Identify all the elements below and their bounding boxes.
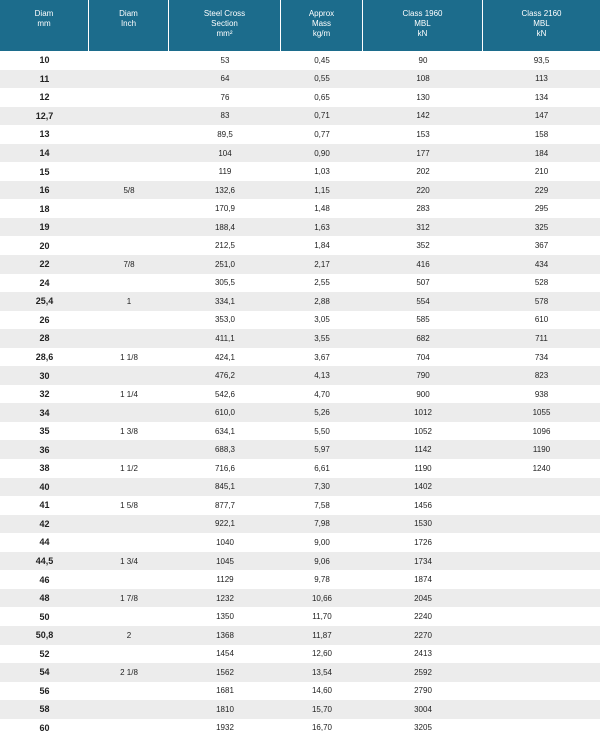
- cell-diam-mm: 42: [39, 518, 50, 529]
- cell-class-1960-mbl: 2045: [414, 593, 432, 603]
- cell-class-1960-mbl: 1190: [414, 463, 432, 473]
- cell-class-1960-mbl: 2790: [414, 686, 432, 696]
- cell-diam-mm: 44: [39, 537, 50, 548]
- cell-approx-mass: 3,05: [314, 315, 330, 325]
- cell-diam-mm: 54: [39, 667, 50, 678]
- cell-diam-inch: 7/8: [123, 259, 135, 269]
- table-row: [0, 181, 600, 200]
- cell-steel-cross-section: 64: [220, 74, 230, 84]
- cell-steel-cross-section: 1932: [216, 723, 234, 733]
- header-line: Section: [211, 19, 238, 28]
- cell-steel-cross-section: 542,6: [214, 389, 236, 399]
- cell-diam-mm: 14: [39, 148, 50, 158]
- cell-class-1960-mbl: 202: [416, 167, 430, 177]
- table-row: [0, 236, 600, 255]
- cell-steel-cross-section: 1040: [216, 537, 234, 547]
- table-row: [0, 218, 600, 237]
- cell-class-1960-mbl: 352: [416, 241, 430, 251]
- cell-steel-cross-section: 424,1: [214, 352, 236, 362]
- cell-steel-cross-section: 53: [220, 55, 230, 65]
- cell-class-1960-mbl: 900: [416, 389, 430, 399]
- cell-diam-mm: 48: [39, 593, 50, 604]
- cell-diam-inch: 1 1/4: [120, 389, 138, 399]
- table-row: [0, 385, 600, 404]
- cell-steel-cross-section: 1562: [216, 667, 234, 677]
- cell-class-2160-mbl: 1240: [532, 463, 551, 473]
- cell-steel-cross-section: 845,1: [214, 482, 236, 492]
- cell-diam-inch: 1 1/8: [120, 352, 138, 362]
- cell-approx-mass: 6,61: [314, 463, 330, 473]
- cell-approx-mass: 3,55: [314, 333, 330, 343]
- table-row: [0, 478, 600, 497]
- header-line: mm²: [216, 29, 233, 38]
- cell-class-2160-mbl: 938: [534, 389, 549, 399]
- cell-diam-mm: 41: [39, 500, 50, 511]
- cell-diam-mm: 16: [39, 185, 50, 196]
- cell-class-1960-mbl: 1052: [414, 426, 432, 436]
- table-row: [0, 366, 600, 385]
- table-row: [0, 255, 600, 274]
- cell-class-2160-mbl: 147: [534, 111, 549, 121]
- cell-class-1960-mbl: 1142: [414, 445, 432, 455]
- cell-approx-mass: 5,50: [314, 426, 330, 436]
- cell-diam-mm: 50: [39, 611, 50, 622]
- cell-class-2160-mbl: 1096: [532, 426, 551, 436]
- cell-class-1960-mbl: 2270: [414, 630, 432, 640]
- cell-approx-mass: 1,03: [314, 167, 330, 177]
- cell-approx-mass: 0,65: [314, 92, 330, 102]
- cell-approx-mass: 11,87: [312, 630, 332, 640]
- header-line: MBL: [414, 19, 431, 28]
- cell-class-1960-mbl: 108: [416, 74, 430, 84]
- cell-steel-cross-section: 89,5: [217, 129, 233, 139]
- cell-steel-cross-section: 251,0: [214, 259, 236, 269]
- cell-diam-mm: 32: [39, 389, 50, 400]
- table-body: [0, 51, 600, 737]
- cell-class-1960-mbl: 682: [416, 333, 430, 343]
- cell-class-1960-mbl: 554: [416, 296, 430, 306]
- table-row: [0, 515, 600, 534]
- cell-steel-cross-section: 1810: [216, 704, 234, 714]
- header-steel-cross-section: [169, 0, 281, 51]
- cell-steel-cross-section: 476,2: [214, 371, 236, 381]
- cell-diam-inch: 2: [126, 630, 132, 640]
- table-row: [0, 682, 600, 701]
- table-row: [0, 645, 600, 664]
- cell-approx-mass: 3,67: [314, 352, 330, 362]
- cell-diam-inch: 1 5/8: [120, 500, 138, 510]
- cell-diam-mm: 34: [39, 407, 50, 418]
- cell-diam-mm: 19: [39, 222, 50, 233]
- cell-approx-mass: 2,17: [314, 259, 330, 269]
- cell-steel-cross-section: 83: [220, 111, 230, 121]
- cell-approx-mass: 15,70: [311, 704, 333, 714]
- cell-class-1960-mbl: 1012: [414, 408, 432, 418]
- cell-class-1960-mbl: 3004: [414, 704, 432, 714]
- cell-steel-cross-section: 119: [218, 167, 232, 177]
- header-line: mm: [37, 19, 51, 28]
- cell-steel-cross-section: 716,6: [214, 463, 236, 473]
- cell-steel-cross-section: 1454: [216, 649, 234, 659]
- table-row: [0, 348, 600, 367]
- header-line: Inch: [120, 19, 137, 28]
- cell-diam-inch: 1: [126, 296, 132, 306]
- cell-steel-cross-section: 212,5: [214, 241, 236, 251]
- table-row: [0, 125, 600, 144]
- cell-approx-mass: 0,71: [314, 111, 330, 121]
- cell-steel-cross-section: 922,1: [214, 519, 236, 529]
- cell-steel-cross-section: 76: [220, 92, 230, 102]
- cell-class-2160-mbl: 229: [534, 185, 549, 195]
- cell-class-1960-mbl: 312: [416, 222, 430, 232]
- cell-class-2160-mbl: 1190: [532, 445, 551, 455]
- cell-approx-mass: 0,55: [314, 74, 330, 84]
- header-line: Class 1960: [402, 9, 443, 18]
- cell-class-2160-mbl: 823: [534, 371, 549, 381]
- cell-class-2160-mbl: 711: [535, 333, 548, 343]
- cell-steel-cross-section: 305,5: [214, 278, 236, 288]
- table-row: [0, 311, 600, 330]
- cell-class-1960-mbl: 2413: [414, 649, 432, 659]
- cell-diam-mm: 30: [39, 370, 50, 381]
- cell-class-2160-mbl: 528: [534, 278, 549, 288]
- cell-class-2160-mbl: 578: [534, 296, 549, 306]
- cell-steel-cross-section: 334,1: [214, 296, 236, 306]
- cell-diam-mm: 50,8: [35, 630, 54, 641]
- cell-diam-mm: 15: [39, 166, 50, 177]
- cell-steel-cross-section: 188,4: [214, 222, 236, 232]
- cell-class-2160-mbl: 113: [535, 74, 548, 84]
- cell-diam-inch: 2 1/8: [120, 667, 138, 677]
- cell-diam-mm: 60: [39, 722, 50, 733]
- cell-class-2160-mbl: 734: [534, 352, 549, 362]
- cell-steel-cross-section: 1232: [216, 593, 234, 603]
- header-line: Class 2160: [521, 9, 562, 18]
- cell-approx-mass: 16,70: [311, 723, 333, 733]
- header-line: Mass: [311, 19, 332, 28]
- cell-approx-mass: 0,90: [314, 148, 330, 158]
- cell-diam-mm: 12: [39, 92, 50, 103]
- cell-steel-cross-section: 170,9: [214, 204, 236, 214]
- cell-approx-mass: 10,66: [311, 593, 333, 603]
- cell-diam-mm: 12,7: [35, 110, 54, 121]
- cell-steel-cross-section: 1350: [216, 612, 234, 622]
- table-row: [0, 552, 600, 571]
- cell-class-1960-mbl: 1530: [414, 519, 432, 529]
- cell-diam-mm: 58: [39, 704, 50, 715]
- cell-approx-mass: 7,58: [314, 500, 330, 510]
- table-row: [0, 533, 600, 552]
- cell-approx-mass: 1,15: [314, 185, 330, 195]
- cell-diam-inch: 1 3/8: [120, 426, 138, 436]
- cell-class-2160-mbl: 434: [534, 259, 549, 269]
- cell-steel-cross-section: 132,6: [214, 185, 236, 195]
- cell-steel-cross-section: 634,1: [214, 426, 236, 436]
- cell-diam-mm: 26: [39, 314, 50, 325]
- cell-class-2160-mbl: 210: [534, 167, 549, 177]
- cell-diam-mm: 28: [39, 333, 50, 344]
- cell-diam-inch: 1 3/4: [120, 556, 138, 566]
- cell-diam-mm: 28,6: [35, 352, 54, 363]
- cell-class-2160-mbl: 158: [534, 129, 549, 139]
- header-class-1960-mbl: [363, 0, 483, 51]
- cell-approx-mass: 2,88: [314, 296, 330, 306]
- cell-class-1960-mbl: 2592: [414, 667, 432, 677]
- cell-class-2160-mbl: 184: [534, 148, 549, 158]
- table-row: [0, 403, 600, 422]
- cell-approx-mass: 4,70: [314, 389, 330, 399]
- table-row: [0, 329, 600, 348]
- cell-steel-cross-section: 610,0: [214, 408, 236, 418]
- table-row: [0, 107, 600, 126]
- cell-class-1960-mbl: 1402: [414, 482, 432, 492]
- cell-diam-mm: 36: [39, 444, 50, 455]
- header-line: Approx: [308, 9, 335, 18]
- table-row: [0, 570, 600, 589]
- cell-approx-mass: 5,97: [314, 445, 330, 455]
- table-row: [0, 422, 600, 441]
- cell-class-1960-mbl: 790: [416, 371, 430, 381]
- cell-diam-mm: 38: [39, 463, 50, 474]
- cell-approx-mass: 11,70: [312, 612, 332, 622]
- cell-class-1960-mbl: 704: [416, 352, 430, 362]
- table-row: [0, 88, 600, 107]
- header-line: kN: [417, 29, 428, 38]
- cell-class-2160-mbl: 367: [534, 241, 549, 251]
- cell-diam-mm: 11: [39, 73, 50, 84]
- table-row: [0, 700, 600, 719]
- cell-class-1960-mbl: 1726: [414, 537, 432, 547]
- cell-approx-mass: 13,54: [311, 667, 333, 677]
- cell-steel-cross-section: 877,7: [214, 500, 236, 510]
- cell-steel-cross-section: 353,0: [214, 315, 236, 325]
- header-approx-mass: [281, 0, 363, 51]
- cell-approx-mass: 2,55: [314, 278, 330, 288]
- cell-approx-mass: 1,84: [314, 241, 330, 251]
- cell-class-1960-mbl: 177: [416, 148, 430, 158]
- cell-diam-inch: 1 1/2: [120, 463, 138, 473]
- header-line: Diam: [34, 9, 54, 18]
- cell-class-1960-mbl: 283: [416, 204, 430, 214]
- cell-steel-cross-section: 688,3: [214, 445, 236, 455]
- cell-class-1960-mbl: 142: [416, 111, 430, 121]
- cell-approx-mass: 14,60: [311, 686, 333, 696]
- cell-class-1960-mbl: 507: [416, 278, 430, 288]
- table-row: [0, 292, 600, 311]
- cell-approx-mass: 9,78: [314, 575, 330, 585]
- table-row: [0, 607, 600, 626]
- cell-class-1960-mbl: 130: [416, 92, 430, 102]
- cell-diam-mm: 44,5: [35, 556, 54, 567]
- cell-approx-mass: 5,26: [314, 408, 330, 418]
- cell-steel-cross-section: 411,1: [215, 333, 235, 343]
- header-line: Steel Cross: [203, 9, 246, 18]
- table-row: [0, 51, 600, 70]
- cell-diam-mm: 24: [39, 277, 50, 288]
- cell-diam-mm: 35: [39, 426, 50, 437]
- cell-class-1960-mbl: 220: [416, 185, 430, 195]
- cell-steel-cross-section: 1681: [216, 686, 234, 696]
- header-line: kN: [536, 29, 547, 38]
- cell-steel-cross-section: 1045: [216, 556, 234, 566]
- cell-class-1960-mbl: 1734: [414, 556, 432, 566]
- cell-class-1960-mbl: 153: [416, 129, 430, 139]
- cell-approx-mass: 1,63: [314, 222, 330, 232]
- cell-diam-inch: 5/8: [123, 185, 135, 195]
- cell-steel-cross-section: 1129: [216, 575, 234, 585]
- cell-class-1960-mbl: 1874: [414, 575, 432, 585]
- cell-steel-cross-section: 1368: [216, 630, 234, 640]
- table-row: [0, 626, 600, 645]
- header-class-2160-mbl: [483, 0, 600, 51]
- cell-class-2160-mbl: 610: [534, 315, 549, 325]
- cell-diam-mm: 22: [39, 259, 50, 270]
- header-line: kg/m: [312, 29, 331, 38]
- cell-class-1960-mbl: 416: [416, 259, 430, 269]
- cell-class-2160-mbl: 93,5: [533, 55, 550, 65]
- cell-approx-mass: 12,60: [311, 649, 333, 659]
- cell-class-2160-mbl: 295: [534, 204, 549, 214]
- table-row: [0, 440, 600, 459]
- cell-class-2160-mbl: 325: [534, 222, 549, 232]
- cell-diam-mm: 20: [39, 240, 50, 251]
- cell-approx-mass: 9,00: [314, 537, 330, 547]
- cell-approx-mass: 1,48: [314, 204, 330, 214]
- cell-diam-mm: 40: [39, 481, 50, 492]
- cell-class-1960-mbl: 2240: [414, 612, 432, 622]
- cell-diam-mm: 52: [39, 648, 50, 659]
- cell-diam-mm: 10: [39, 55, 50, 66]
- cell-diam-mm: 18: [39, 203, 50, 214]
- cell-class-1960-mbl: 585: [416, 315, 430, 325]
- table-header: [0, 0, 600, 51]
- cell-steel-cross-section: 104: [218, 148, 232, 158]
- table-row: [0, 162, 600, 181]
- table-row: [0, 70, 600, 89]
- cell-diam-mm: 46: [39, 574, 50, 585]
- cell-approx-mass: 0,77: [314, 129, 330, 139]
- cell-class-1960-mbl: 90: [418, 55, 428, 65]
- header-line: MBL: [533, 19, 550, 28]
- header-diam-mm: [0, 0, 89, 51]
- cell-approx-mass: 0,45: [314, 55, 330, 65]
- cell-approx-mass: 7,30: [314, 482, 330, 492]
- table-row: [0, 589, 600, 608]
- cell-diam-mm: 56: [39, 685, 50, 696]
- table-row: [0, 719, 600, 738]
- cell-class-1960-mbl: 3205: [414, 723, 432, 733]
- table-row: [0, 663, 600, 682]
- table-row: [0, 144, 600, 163]
- header-line: Diam: [119, 9, 138, 18]
- cell-class-2160-mbl: 134: [534, 92, 549, 102]
- table-row: [0, 459, 600, 478]
- cell-diam-mm: 13: [39, 129, 50, 140]
- header-diam-inch: [89, 0, 169, 51]
- cell-diam-inch: 1 7/8: [120, 593, 138, 603]
- cell-approx-mass: 9,06: [314, 556, 330, 566]
- table-row: [0, 496, 600, 515]
- cell-diam-mm: 25,4: [35, 296, 54, 307]
- table-row: [0, 199, 600, 218]
- cell-approx-mass: 7,98: [314, 519, 330, 529]
- cell-class-2160-mbl: 1055: [532, 408, 551, 418]
- cell-class-1960-mbl: 1456: [414, 500, 432, 510]
- cell-approx-mass: 4,13: [314, 371, 330, 381]
- table-row: [0, 274, 600, 293]
